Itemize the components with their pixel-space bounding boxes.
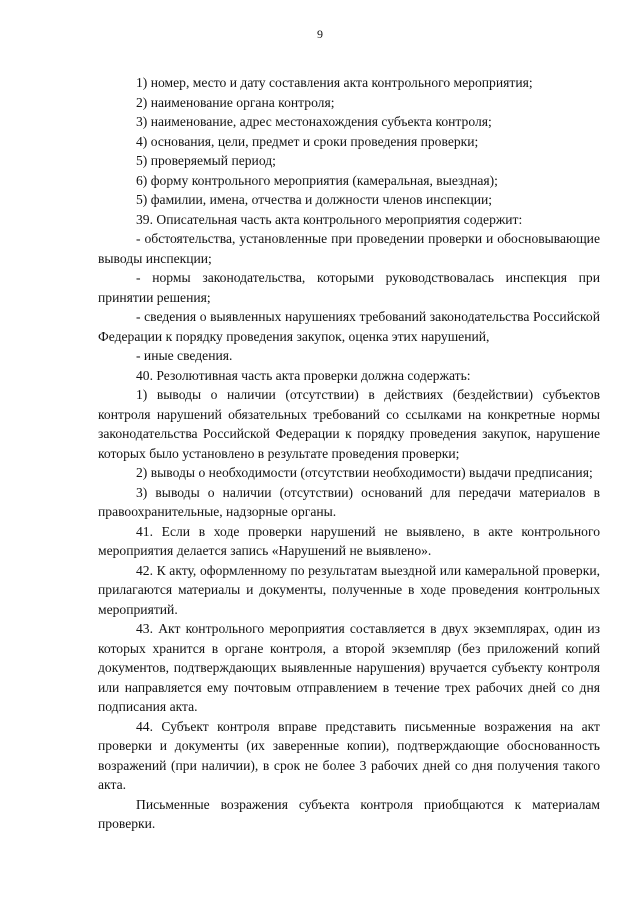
paragraph-19: 43. Акт контрольного мероприятия составляется в двух экземплярах, один из которых хранится в органе контроля, а второй экземпляр (без приложений копий документов, подтверждающих выявленные нарушения) вручается субъекту контроля или направляется ему почтовым отправлением в течение трех рабочих дней со дня подписания акта. xyxy=(98,621,600,714)
paragraph-1: 1) номер, место и дату составления акта контрольного мероприятия; xyxy=(136,75,533,90)
paragraph-20: 44. Субъект контроля вправе представить письменные возражения на акт проверки и документы (их заверенные копии), подтверждающие обоснованность возражений (при наличии), в срок не более 3 рабочих дней со дня получения такого акта. xyxy=(98,718,600,792)
paragraph-17: 41. Если в ходе проверки нарушений не выявлено, в акте контрольного мероприятия делается запись «Нарушений не выявлено». xyxy=(98,523,600,558)
paragraph-9: - обстоятельства, установленные при проведении проверки и обосновывающие выводы инспекции; xyxy=(98,231,600,266)
paragraph-2: 2) наименование органа контроля; xyxy=(136,94,335,110)
page-number: 9 xyxy=(317,27,323,41)
paragraph-6: 6) форму контрольного мероприятия (камеральная, выездная); xyxy=(136,172,498,188)
paragraph-10: - нормы законодательства, которыми руководствовалась инспекция при принятии решения; xyxy=(98,270,600,305)
paragraph-8: 39. Описательная часть акта контрольного мероприятия содержит: xyxy=(136,211,523,227)
paragraph-12: - иные сведения. xyxy=(136,348,233,363)
paragraph-11: - сведения о выявленных нарушениях требований законодательства Российской Федерации к порядку проведения закупок, оценка этих нарушений, xyxy=(98,309,600,344)
paragraph-3: 3) наименование, адрес местонахождения субъекта контроля; xyxy=(136,114,492,129)
paragraph-21: Письменные возражения субъекта контроля приобщаются к материалам проверки. xyxy=(98,796,600,831)
document-body xyxy=(98,73,600,834)
paragraph-13: 40. Резолютивная часть акта проверки должна содержать: xyxy=(136,367,471,383)
paragraph-5: 5) проверяемый период; xyxy=(136,153,276,168)
paragraph-18: 42. К акту, оформленному по результатам выездной или камеральной проверки, прилагаются материалы и документы, полученные в ходе проведения контрольных мероприятий. xyxy=(98,562,600,617)
paragraph-7: 5) фамилии, имена, отчества и должности членов инспекции; xyxy=(136,192,493,207)
paragraph-14: 1) выводы о наличии (отсутствии) в действиях (бездействии) субъектов контроля нарушений обязательных требований со ссылками на конкретные нормы законодательства Российской Федерации к порядку проведения закупок, нарушение которых было установлено в результате проведения проверки; xyxy=(98,387,600,461)
paragraph-15: 2) выводы о необходимости (отсутствии необходимости) выдачи предписания; xyxy=(136,465,593,480)
paragraph-4: 4) основания, цели, предмет и сроки проведения проверки; xyxy=(136,133,479,149)
paragraph-16: 3) выводы о наличии (отсутствии) оснований для передачи материалов в правоохранительные, надзорные органы. xyxy=(98,484,600,519)
